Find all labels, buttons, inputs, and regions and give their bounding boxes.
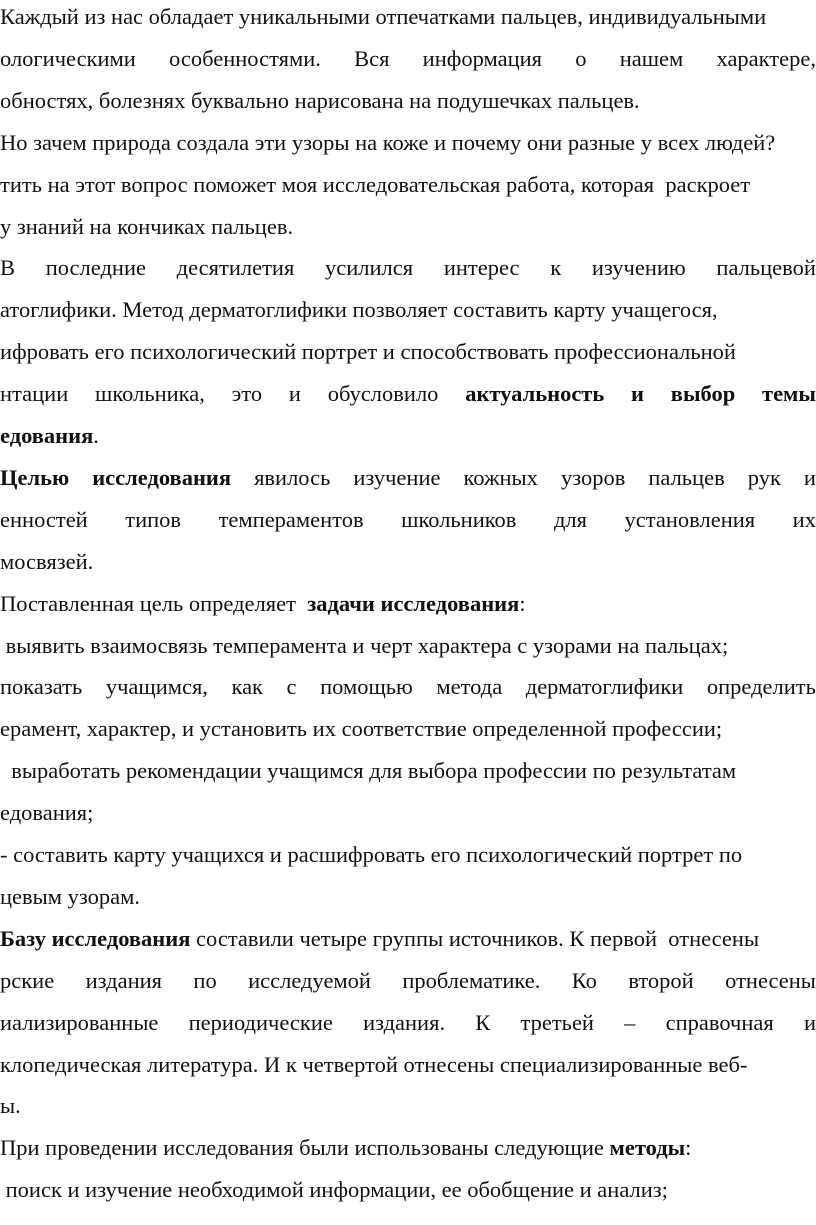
text-run: с <box>286 674 297 700</box>
text-run: для <box>553 506 587 532</box>
word <box>219 503 364 537</box>
text-run: показать <box>0 674 83 700</box>
word <box>0 42 136 76</box>
text-run: ерамент, характер, и установить их соответствие определенной профессии; <box>0 716 723 742</box>
text-run: школьника, <box>95 381 205 407</box>
line-15 <box>0 587 816 621</box>
text-run: – <box>624 1009 636 1035</box>
word <box>0 1006 158 1040</box>
text-run: пальцевой <box>716 255 816 281</box>
text-run: клопедическая литература. И к четвертой отнесены специализированные веб- <box>0 1051 748 1077</box>
text-run: периодические <box>188 1009 333 1035</box>
text-run: поиск и изучение необходимой информации, ее обобщение и анализ; <box>0 1177 668 1203</box>
text-run: Каждый из нас обладает уникальными отпечатками пальцев, индивидуальными <box>0 4 767 29</box>
word <box>631 377 644 411</box>
text-run: изучению <box>591 255 686 281</box>
text-run: и <box>288 381 301 407</box>
word <box>232 377 262 411</box>
text-run: Но зачем природа создала эти узоры на коже и почему они разные у всех людей? <box>0 129 776 155</box>
text-run: дерматоглифики <box>525 674 684 700</box>
text-run: ифровать его психологический портрет и способствовать профессиональной <box>0 339 736 365</box>
text-run: В <box>0 255 16 281</box>
word <box>444 251 520 285</box>
text-run: исследуемой <box>248 967 371 993</box>
word <box>231 670 263 704</box>
bold-text: методы <box>609 1135 686 1161</box>
bold-text: и <box>631 381 645 407</box>
text-run: едования; <box>0 800 94 826</box>
text-run: рук <box>747 464 781 490</box>
word <box>0 633 728 658</box>
text-run: выявить взаимосвязь темперамента и черт характера с узорами на пальцах; <box>0 632 729 658</box>
text-run: темпераментов <box>218 506 364 532</box>
text-run: - составить карту учащихся и расшифровать его психологический портрет по <box>0 842 743 867</box>
word <box>666 1006 774 1040</box>
bold-text: едования <box>0 423 94 448</box>
bold-text: темы <box>762 381 816 407</box>
word <box>475 1006 490 1040</box>
text-run: ы. <box>0 1093 21 1119</box>
text-run: второй <box>628 967 694 993</box>
word <box>254 461 330 495</box>
text-run: у знаний на кончиках пальцев. <box>0 213 294 239</box>
text-run: их <box>792 506 816 532</box>
text-run: справочная <box>665 1009 774 1035</box>
text-run: цевым узорам. <box>0 883 140 909</box>
text-run: проблематике. <box>402 967 541 993</box>
line-8 <box>0 293 816 327</box>
word <box>0 251 15 285</box>
line-16 <box>0 629 816 663</box>
text-run: Ко <box>571 967 597 993</box>
bold-text: исследования <box>92 464 232 490</box>
text-run: информация <box>422 45 542 71</box>
word <box>248 964 371 998</box>
text-run: составили четыре группы источников. К первой отнесены <box>190 925 760 951</box>
word <box>353 461 440 495</box>
text-run: енностей <box>0 506 88 532</box>
line-24 <box>0 964 816 998</box>
word <box>620 42 684 76</box>
text-run: усилился <box>325 255 414 281</box>
word <box>0 926 759 951</box>
word <box>0 1135 691 1160</box>
bold-text: задачи исследования <box>307 590 520 616</box>
text-run: особенностями. <box>169 45 321 71</box>
line-9 <box>0 335 816 369</box>
line-14 <box>0 545 816 579</box>
text-run: и <box>803 1009 816 1035</box>
line-6 <box>0 210 816 244</box>
line-4 <box>0 126 816 160</box>
word <box>0 130 775 155</box>
word <box>526 670 684 704</box>
line-27 <box>0 1089 816 1123</box>
line-29 <box>0 1173 816 1207</box>
word <box>463 461 537 495</box>
line-3 <box>0 84 816 118</box>
word <box>106 670 208 704</box>
bold-text: выбор <box>670 381 736 407</box>
line-28 <box>0 1131 816 1165</box>
line-21 <box>0 838 816 872</box>
text-run: по <box>193 967 217 993</box>
text-run: обностях, болезнях буквально нарисована на подушечках пальцев. <box>0 87 640 113</box>
text-run: последние <box>45 255 146 281</box>
line-12 <box>0 461 816 495</box>
word <box>320 670 413 704</box>
word <box>707 670 816 704</box>
text-run: мосвязей. <box>0 548 94 574</box>
text-run: определить <box>706 674 816 700</box>
text-run: метода <box>436 674 503 700</box>
line-20 <box>0 796 816 830</box>
word <box>125 503 181 537</box>
word <box>624 1006 635 1040</box>
line-2 <box>0 42 816 76</box>
word <box>671 377 735 411</box>
text-run: изучение <box>353 464 441 490</box>
word <box>169 42 321 76</box>
text-run: рские <box>0 967 55 993</box>
text-run: явилось <box>254 464 331 490</box>
line-5 <box>0 168 816 202</box>
word <box>725 964 816 998</box>
line-11 <box>0 419 816 453</box>
word <box>423 42 542 76</box>
word <box>0 297 718 322</box>
word <box>0 716 722 741</box>
text-run: третьей <box>520 1009 594 1035</box>
word <box>0 423 99 448</box>
text-run: как <box>231 674 263 700</box>
word <box>762 377 816 411</box>
word <box>521 1006 594 1040</box>
word <box>92 461 231 495</box>
line-26 <box>0 1048 816 1082</box>
word <box>465 377 604 411</box>
text-run: . <box>93 423 99 448</box>
text-run: узоров <box>560 464 626 490</box>
word <box>748 461 781 495</box>
word <box>0 461 69 495</box>
word <box>550 251 561 285</box>
word <box>328 377 439 411</box>
word <box>804 1006 816 1040</box>
text-run: нтации <box>0 381 69 407</box>
bold-text: Целью <box>0 464 70 490</box>
word <box>0 1093 21 1118</box>
text-run: школьников <box>401 506 517 532</box>
word <box>86 964 162 998</box>
word <box>325 251 413 285</box>
word <box>0 884 140 909</box>
text-run: учащимся, <box>105 674 208 700</box>
word <box>0 214 293 239</box>
text-run: издания. <box>363 1009 446 1035</box>
word <box>0 670 82 704</box>
text-run: : <box>519 590 526 616</box>
text-run: десятилетия <box>176 255 295 281</box>
bold-text: Базу исследования <box>0 925 191 951</box>
line-18 <box>0 712 816 746</box>
word <box>0 88 640 113</box>
text-run: выработать рекомендации учащимся для выбора профессии по результатам <box>0 758 737 784</box>
word <box>716 42 816 76</box>
word <box>402 964 540 998</box>
word <box>0 377 68 411</box>
word <box>363 1006 445 1040</box>
text-run: установления <box>624 506 756 532</box>
text-run: Поставленная цель определяет <box>0 590 308 616</box>
line-13 <box>0 503 816 537</box>
word <box>625 503 756 537</box>
word <box>0 964 54 998</box>
text-run: о <box>575 45 587 71</box>
text-run: : <box>685 1135 692 1161</box>
text-run: пальцев <box>648 464 725 490</box>
word <box>575 42 586 76</box>
text-run: нашем <box>619 45 684 71</box>
word <box>287 670 297 704</box>
word <box>436 670 502 704</box>
word <box>0 800 93 825</box>
text-run: При проведении исследования были использованы следующие <box>0 1135 610 1161</box>
text-run: ологическими <box>0 45 136 71</box>
line-7 <box>0 251 816 285</box>
word <box>193 964 216 998</box>
text-run: типов <box>125 506 182 532</box>
word <box>289 377 301 411</box>
word <box>401 503 516 537</box>
word <box>95 377 205 411</box>
text-run: атоглифики. Метод дерматоглифики позволяет составить карту учащегося, <box>0 297 718 323</box>
text-run: и <box>803 464 816 490</box>
word <box>804 461 816 495</box>
text-run: интерес <box>443 255 520 281</box>
line-19 <box>0 754 816 788</box>
word <box>0 339 736 364</box>
text-run: помощью <box>320 674 413 700</box>
text-run: Вся <box>354 45 390 71</box>
word <box>0 591 526 616</box>
text-run: характере, <box>716 45 816 71</box>
word <box>0 503 88 537</box>
text-run: кожных <box>463 464 538 490</box>
word <box>648 461 724 495</box>
word <box>189 1006 333 1040</box>
line-1 <box>0 0 816 34</box>
text-run: обусловило <box>327 381 439 407</box>
line-10 <box>0 377 816 411</box>
line-22 <box>0 880 816 914</box>
line-17 <box>0 670 816 704</box>
word <box>628 964 693 998</box>
word <box>572 964 597 998</box>
word <box>46 251 146 285</box>
text-run: тить на этот вопрос поможет моя исследовательская работа, которая раскроет <box>0 171 751 197</box>
text-run: К <box>475 1009 491 1035</box>
word <box>554 503 587 537</box>
text-run: иализированные <box>0 1009 159 1035</box>
word <box>0 1177 668 1202</box>
word <box>592 251 686 285</box>
word <box>0 172 750 197</box>
word <box>0 549 93 574</box>
line-25 <box>0 1006 816 1040</box>
text-run: издания <box>85 967 162 993</box>
word <box>0 1052 747 1077</box>
word <box>0 758 736 783</box>
word <box>716 251 816 285</box>
word <box>0 4 766 29</box>
bold-text: актуальность <box>465 381 605 407</box>
word <box>0 842 742 867</box>
word <box>561 461 625 495</box>
word <box>177 251 295 285</box>
text-run: к <box>550 255 562 281</box>
text-run: отнесены <box>725 967 816 993</box>
word <box>793 503 816 537</box>
line-23 <box>0 922 816 956</box>
word <box>354 42 389 76</box>
text-run: это <box>231 381 263 407</box>
